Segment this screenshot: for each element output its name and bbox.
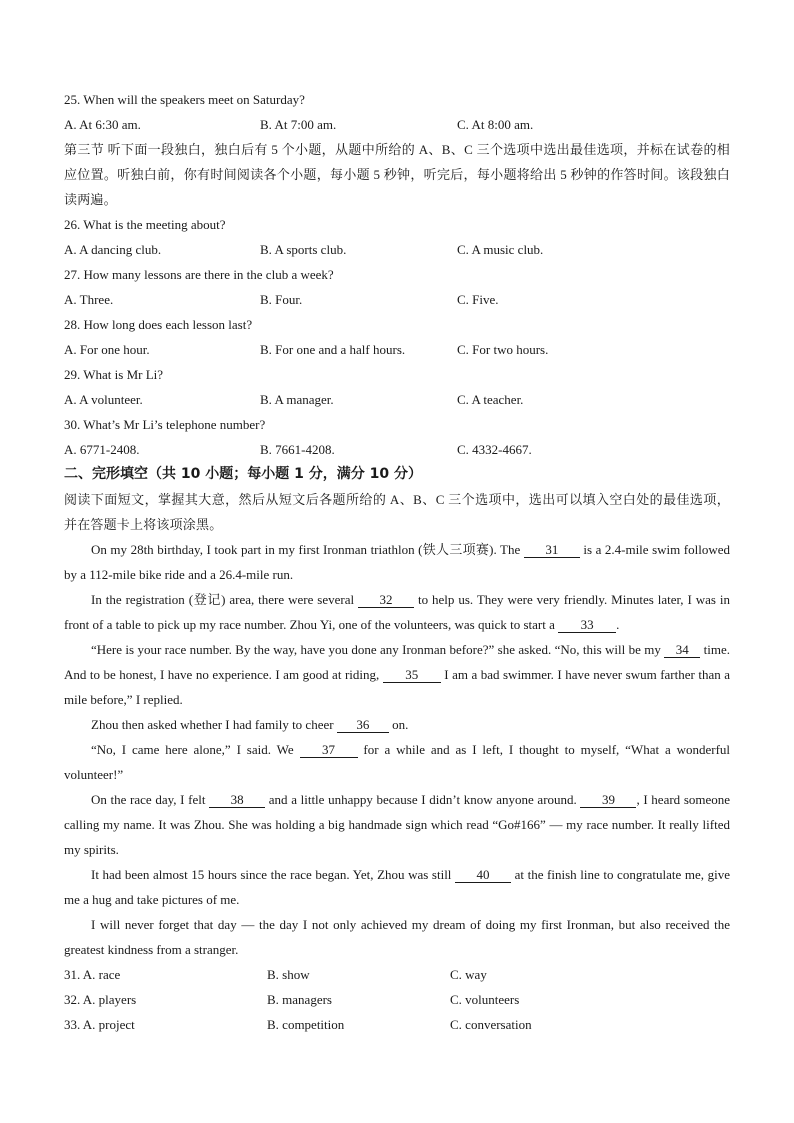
blank-39: 39 [580, 792, 636, 808]
question-stem: 26. What is the meeting about? [64, 217, 226, 232]
passage-text: . [616, 617, 620, 632]
question-options [64, 337, 730, 362]
passage-text: , I heard someone calling my name. It was Zhou. She was holding a big handmade sign which read “Go#166” — my race number. It really lifted my spirits. [64, 792, 731, 857]
option-c: C. Five. [457, 292, 499, 307]
cloze-options [64, 962, 730, 987]
passage-text: on. [392, 717, 409, 732]
option-b: B. 7661-4208. [260, 442, 335, 457]
cloze-options [64, 987, 730, 1012]
passage-text: “Here is your race number. By the way, have you done any Ironman before?” she asked. “No, this will be my [91, 642, 661, 657]
passage-text: is a 2.4-mile swim followed by a 112-mile bike ride and a 26.4-mile run. [64, 542, 731, 582]
option-c: C. A music club. [457, 242, 544, 257]
option-a: 33. A. project [64, 1017, 135, 1032]
passage-text: On my 28th birthday, I took part in my first Ironman triathlon (铁人三项赛). The [91, 542, 521, 557]
passage-paragraph [64, 787, 730, 862]
option-b: B. A sports club. [260, 242, 347, 257]
option-c: C. conversation [450, 1017, 532, 1032]
exam-page [64, 87, 730, 1037]
blank-35: 35 [383, 667, 441, 683]
passage-text: for a while and as I left, I thought to myself, “What a wonderful volunteer!” [64, 742, 731, 782]
question-options [64, 287, 730, 312]
passage-text: I am a bad swimmer. I have never swum farther than a mile before,” I replied. [64, 667, 730, 707]
blank-36: 36 [337, 717, 389, 733]
passage-paragraph [64, 712, 730, 737]
option-c: C. way [450, 967, 487, 982]
blank-40: 40 [455, 867, 511, 883]
option-c: C. At 8:00 am. [457, 117, 534, 132]
part2-heading: 二、完形填空（共 10 小题；每小题 1 分，满分 10 分） [64, 466, 422, 482]
option-a: A. A dancing club. [64, 242, 162, 257]
section3-instruction: 第三节 听下面一段独白，独白后有 5 个小题，从题中所给的 A、B、C 三个选项中选出最佳选项，并标在试卷的相应位置。听独白前，你有时间阅读各个小题，每小题 5 秒钟，听完后，每小题将给出 5 秒钟的作答时间。该段独白读两遍。 [64, 142, 730, 207]
question-options [64, 437, 730, 462]
blank-32: 32 [358, 592, 414, 608]
option-a: 32. A. players [64, 992, 137, 1007]
passage-text: time. And to be honest, I have no experience. I am good at riding, [64, 642, 731, 682]
passage-paragraph: I will never forget that day — the day I not only achieved my dream of doing my first Ironman, but also received the greatest kindness from a stranger. [64, 917, 730, 957]
passage-paragraph [64, 637, 730, 712]
question-options [64, 387, 730, 412]
option-c: C. For two hours. [457, 342, 549, 357]
passage-text: Zhou then asked whether I had family to cheer [91, 717, 334, 732]
option-c: C. volunteers [450, 992, 520, 1007]
option-b: B. Four. [260, 292, 303, 307]
passage-paragraph [64, 587, 730, 637]
passage-paragraph [64, 737, 730, 787]
option-b: B. show [267, 967, 310, 982]
blank-33: 33 [558, 617, 616, 633]
option-a: 31. A. race [64, 967, 121, 982]
option-b: B. A manager. [260, 392, 334, 407]
blank-37: 37 [300, 742, 358, 758]
option-b: B. competition [267, 1017, 345, 1032]
question-stem: 25. When will the speakers meet on Saturday? [64, 92, 305, 107]
passage-text: to help us. They were very friendly. Minutes later, I was in front of a table to pick up my race number. Zhou Yi, one of the volunteers, was quick to start a [64, 592, 731, 632]
option-c: C. A teacher. [457, 392, 524, 407]
option-b: B. managers [267, 992, 332, 1007]
cloze-options [64, 1012, 730, 1037]
passage-paragraph [64, 537, 730, 587]
question-stem: 28. How long does each lesson last? [64, 317, 253, 332]
option-b: B. At 7:00 am. [260, 117, 337, 132]
option-a: A. For one hour. [64, 342, 150, 357]
option-a: A. Three. [64, 292, 114, 307]
blank-34: 34 [664, 642, 700, 658]
blank-38: 38 [209, 792, 265, 808]
option-b: B. For one and a half hours. [260, 342, 406, 357]
part2-instruction: 阅读下面短文，掌握其大意，然后从短文后各题所给的 A、B、C 三个选项中，选出可以填入空白处的最佳选项，并在答题卡上将该项涂黑。 [64, 492, 730, 532]
passage-text: at the finish line to congratulate me, give me a hug and take pictures of me. [64, 867, 730, 907]
question-options [64, 237, 730, 262]
passage-text: It had been almost 15 hours since the race began. Yet, Zhou was still [91, 867, 452, 882]
option-a: A. A volunteer. [64, 392, 143, 407]
passage-text: On the race day, I felt [91, 792, 206, 807]
option-a: A. 6771-2408. [64, 442, 140, 457]
question-stem: 29. What is Mr Li? [64, 367, 164, 382]
blank-31: 31 [524, 542, 580, 558]
passage-text: and a little unhappy because I didn’t know anyone around. [268, 792, 577, 807]
option-a: A. At 6:30 am. [64, 117, 141, 132]
question-options [64, 112, 730, 137]
question-stem: 30. What’s Mr Li’s telephone number? [64, 417, 266, 432]
passage-paragraph [64, 862, 730, 912]
passage-text: “No, I came here alone,” I said. We [91, 742, 294, 757]
passage-text: In the registration (登记) area, there were several [91, 592, 355, 607]
question-stem: 27. How many lessons are there in the club a week? [64, 267, 334, 282]
option-c: C. 4332-4667. [457, 442, 532, 457]
